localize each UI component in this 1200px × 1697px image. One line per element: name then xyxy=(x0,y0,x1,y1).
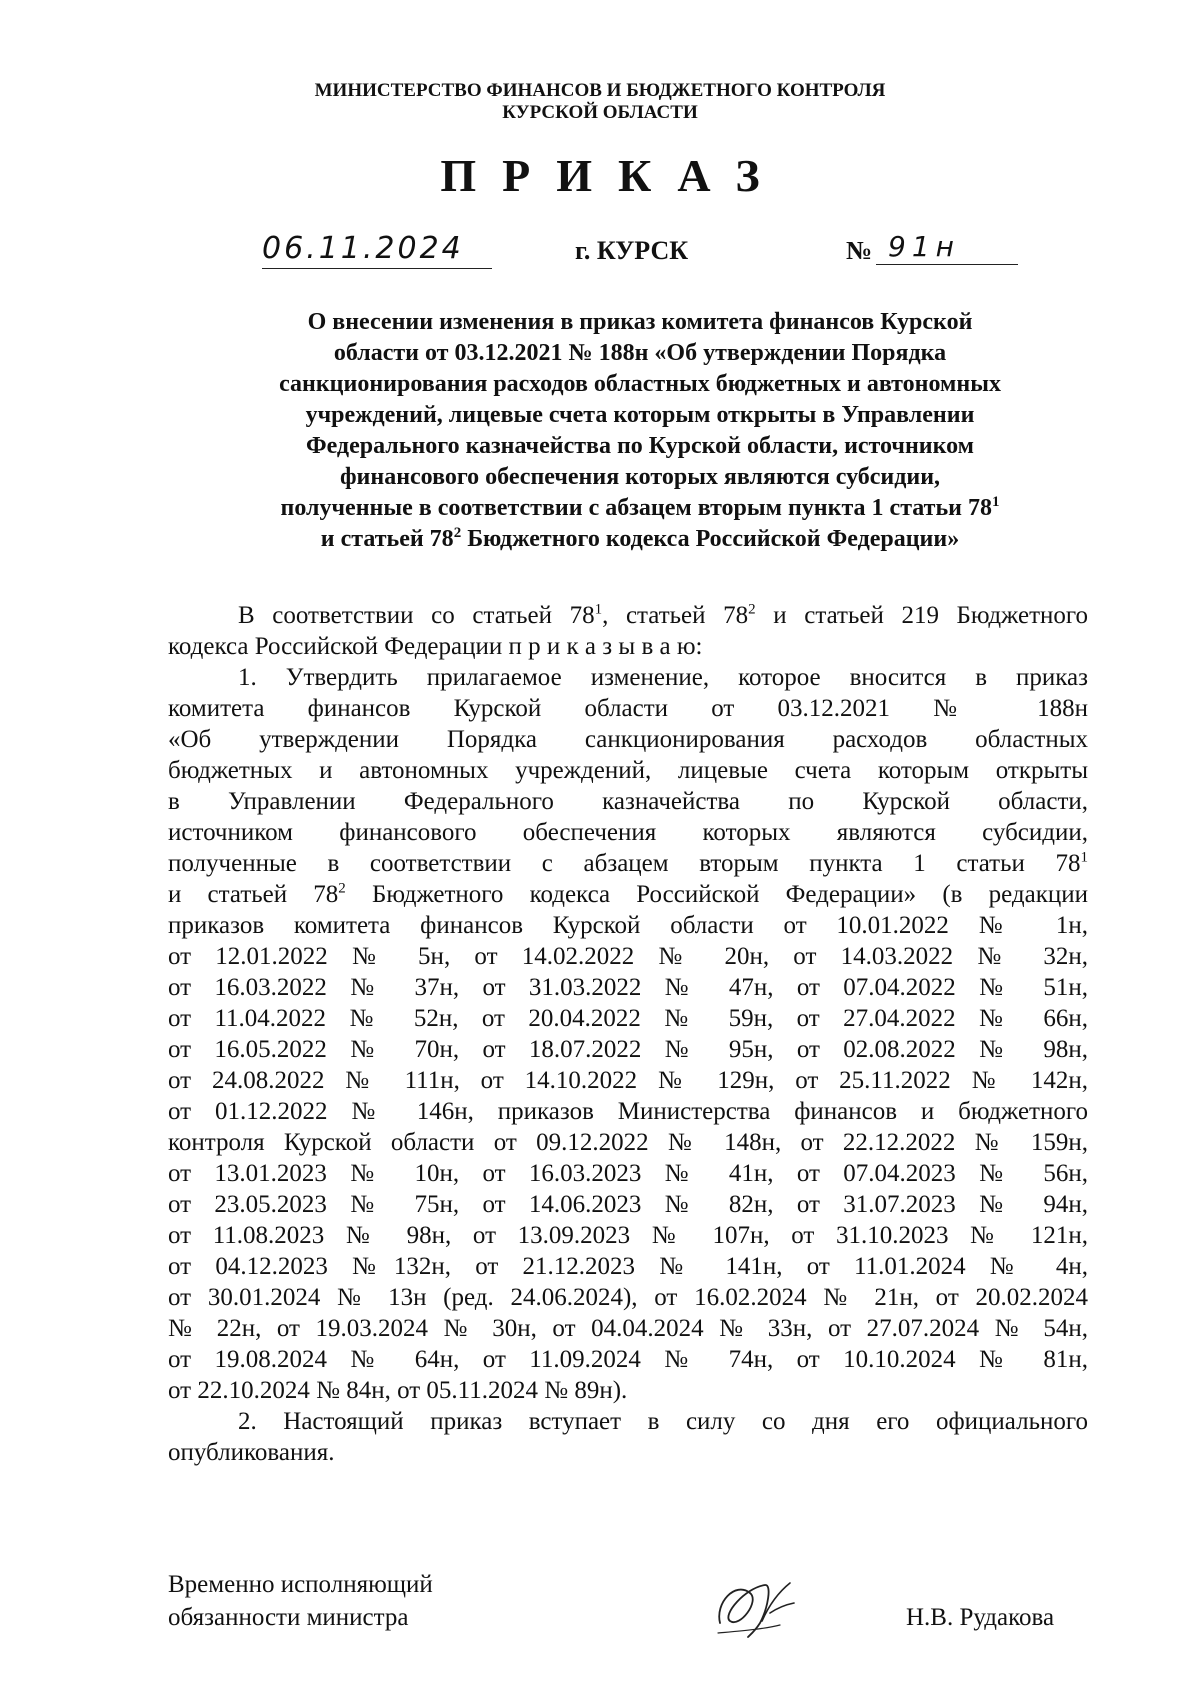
body-line: от 11.08.2023 № 98н, от 13.09.2023 № 107н, от 31.10.2023 № 121н, xyxy=(168,1222,1088,1249)
subject-line-text: полученные в соответствии с абзацем вторым пункта 1 статьи 78 xyxy=(280,495,992,521)
body-line: от 23.05.2023 № 75н, от 14.06.2023 № 82н, от 31.07.2023 № 94н, xyxy=(168,1191,1088,1218)
body-line: от 19.08.2024 № 64н, от 11.09.2024 № 74н, от 10.10.2024 № 81н, xyxy=(168,1346,1088,1373)
document-subject xyxy=(180,307,1100,555)
subject-line xyxy=(180,493,1100,524)
body-line: опубликования. xyxy=(168,1439,335,1466)
subject-line xyxy=(180,524,1100,555)
body-text: полученные в соответствии с абзацем вторым пункта 1 статьи 78 xyxy=(168,850,1081,877)
body-line: от 16.03.2022 № 37н, от 31.03.2022 № 47н, от 07.04.2022 № 51н, xyxy=(168,974,1088,1001)
document-date: 06.11.2024 xyxy=(262,232,492,269)
superscript: 2 xyxy=(748,601,756,618)
superscript: 1 xyxy=(991,494,1000,510)
body-line: от 22.10.2024 № 84н, от 05.11.2024 № 89н). xyxy=(168,1377,628,1404)
subject-line-text: и статьей 78 xyxy=(320,526,454,552)
ministry-name-line2: КУРСКОЙ ОБЛАСТИ xyxy=(502,102,698,123)
ministry-name-line1: МИНИСТЕРСТВО ФИНАНСОВ И БЮДЖЕТНОГО КОНТРОЛЯ xyxy=(314,80,886,101)
handwritten-signature-icon xyxy=(710,1573,800,1643)
body-line xyxy=(168,848,1088,879)
subject-line: О внесении изменения в приказ комитета финансов Курской xyxy=(307,309,973,335)
subject-line: финансового обеспечения которых являются субсидии, xyxy=(339,464,941,490)
superscript: 1 xyxy=(1080,849,1088,866)
body-line: от 30.01.2024 № 13н (ред. 24.06.2024), от 16.02.2024 № 21н, от 20.02.2024 xyxy=(168,1284,1088,1311)
ministry-header xyxy=(0,80,1200,124)
body-text: Бюджетного кодекса Российской Федерации» (в редакции xyxy=(345,881,1088,908)
superscript: 2 xyxy=(453,525,462,541)
body-line: от 12.01.2022 № 5н, от 14.02.2022 № 20н, от 14.03.2022 № 32н, xyxy=(168,943,1088,970)
subject-line: области от 03.12.2021 № 188н «Об утверждении Порядка xyxy=(333,340,947,366)
superscript: 1 xyxy=(594,601,603,618)
body-line: от 13.01.2023 № 10н, от 16.03.2023 № 41н, от 07.04.2023 № 56н, xyxy=(168,1160,1088,1187)
body-line xyxy=(168,600,1088,631)
body-text: и статьей 78 xyxy=(168,881,339,908)
body-line: в Управлении Федерального казначейства по Курской области, xyxy=(168,788,1088,815)
document-body xyxy=(168,600,1088,1468)
signatory-position xyxy=(168,1568,433,1634)
body-line xyxy=(168,879,1088,910)
document-meta xyxy=(0,232,1200,282)
position-line: Временно исполняющий xyxy=(168,1571,433,1598)
body-line: 1. Утвердить прилагаемое изменение, которое вносится в приказ xyxy=(238,664,1088,691)
body-line: от 11.04.2022 № 52н, от 20.04.2022 № 59н, от 27.04.2022 № 66н, xyxy=(168,1005,1088,1032)
body-text: , статьей 78 xyxy=(602,602,749,629)
subject-line-text: Бюджетного кодекса Российской Федерации» xyxy=(461,526,960,552)
body-line: бюджетных и автономных учреждений, лицевые счета которым открыты xyxy=(168,757,1088,784)
subject-line: Федерального казначейства по Курской области, источником xyxy=(305,433,974,459)
document-title: ПРИКАЗ xyxy=(440,150,786,201)
body-line: 2. Настоящий приказ вступает в силу со дня его официального xyxy=(238,1408,1088,1435)
subject-line: санкционирования расходов областных бюджетных и автономных xyxy=(279,371,1001,397)
body-text: и статьей 219 Бюджетного xyxy=(755,602,1089,629)
document-city: г. КУРСК xyxy=(575,236,689,265)
position-line: обязанности министра xyxy=(168,1604,409,1631)
body-line: от 24.08.2022 № 111н, от 14.10.2022 № 129н, от 25.11.2022 № 142н, xyxy=(168,1067,1088,1094)
document-number: 91н xyxy=(876,230,1018,265)
body-line: № 22н, от 19.03.2024 № 30н, от 04.04.2024 № 33н, от 27.07.2024 № 54н, xyxy=(168,1315,1088,1342)
number-sign: № xyxy=(846,236,873,265)
body-line: кодекса Российской Федерации п р и к а з ы в а ю: xyxy=(168,633,703,660)
body-line: от 04.12.2023 №132н, от 21.12.2023 № 141н, от 11.01.2024 № 4н, xyxy=(168,1253,1088,1280)
superscript: 2 xyxy=(338,880,346,897)
body-line: приказов комитета финансов Курской области от 10.01.2022 № 1н, xyxy=(168,912,1088,939)
body-text: В соответствии со статьей 78 xyxy=(238,602,595,629)
signatory-name: Н.В. Рудакова xyxy=(906,1604,1055,1631)
subject-line: учреждений, лицевые счета которым открыты в Управлении xyxy=(305,402,975,428)
body-line: от 01.12.2022 № 146н, приказов Министерства финансов и бюджетного xyxy=(168,1098,1088,1125)
body-line: источником финансового обеспечения которых являются субсидии, xyxy=(168,819,1088,846)
body-line: «Об утверждении Порядка санкционирования расходов областных xyxy=(168,726,1088,753)
body-line: комитета финансов Курской области от 03.12.2021 № 188н xyxy=(168,695,1088,722)
body-line: контроля Курской области от 09.12.2022 № 148н, от 22.12.2022 № 159н, xyxy=(168,1129,1088,1156)
body-line: от 16.05.2022 № 70н, от 18.07.2022 № 95н, от 02.08.2022 № 98н, xyxy=(168,1036,1088,1063)
